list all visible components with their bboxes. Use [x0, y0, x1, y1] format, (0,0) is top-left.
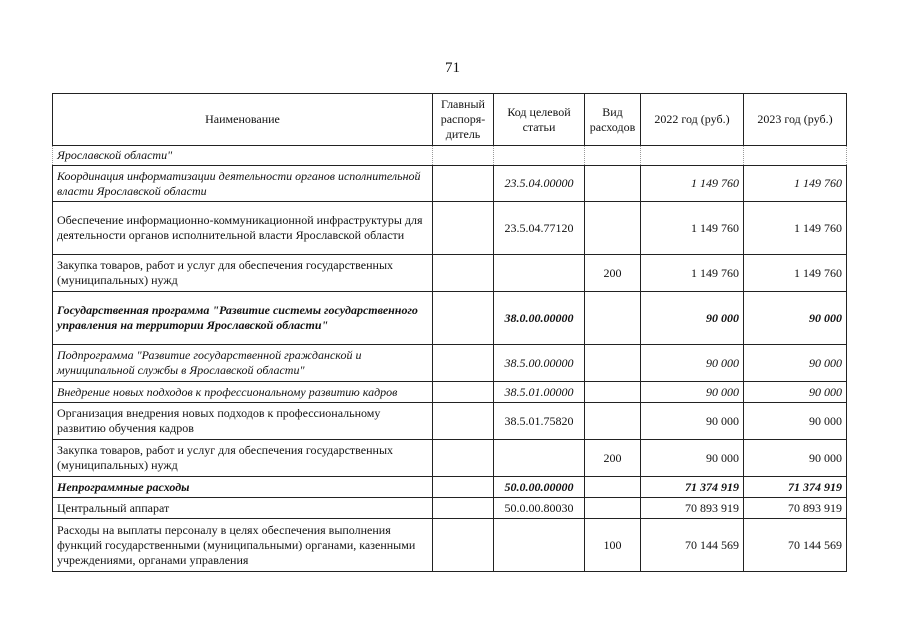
row-amount-2022: 70 144 569: [641, 519, 744, 572]
row-vid: 100: [585, 519, 641, 572]
table-row: [53, 166, 847, 202]
header-year-2022: 2022 год (руб.): [641, 94, 744, 146]
header-vid: Вид расходов: [585, 94, 641, 146]
row-code: 23.5.04.77120: [494, 202, 585, 255]
table-row: [53, 477, 847, 498]
row-amount-2023: 90 000: [744, 440, 847, 477]
row-code: 50.0.00.00000: [494, 477, 585, 498]
row-code: 38.5.01.00000: [494, 382, 585, 403]
row-code: [494, 146, 585, 166]
row-name: Ярославской области": [53, 146, 433, 166]
row-vid: [585, 498, 641, 519]
row-name: Подпрограмма "Развитие государственной гражданской и муниципальной службы в Ярославской области": [53, 345, 433, 382]
row-name: Расходы на выплаты персоналу в целях обеспечения выполнения функций государственными (муниципальными) органами, казенными учреждениями, органами управления: [53, 519, 433, 572]
table-row: [53, 202, 847, 255]
page-number: 71: [445, 60, 460, 76]
row-amount-2022: 71 374 919: [641, 477, 744, 498]
row-amount-2023: 90 000: [744, 292, 847, 345]
row-amount-2022: 1 149 760: [641, 255, 744, 292]
row-amount-2023: 90 000: [744, 403, 847, 440]
row-name: Государственная программа "Развитие системы государственного управления на территории Ярославской области": [53, 292, 433, 345]
row-amount-2022: [641, 146, 744, 166]
row-code: [494, 519, 585, 572]
row-name: Непрограммные расходы: [53, 477, 433, 498]
row-vid: [585, 345, 641, 382]
row-amount-2022: 90 000: [641, 403, 744, 440]
row-vid: [585, 403, 641, 440]
row-main-admin: [433, 440, 494, 477]
row-code: 38.5.01.75820: [494, 403, 585, 440]
table-row: [53, 146, 847, 166]
row-amount-2023: 1 149 760: [744, 166, 847, 202]
row-vid: [585, 382, 641, 403]
row-amount-2023: 1 149 760: [744, 202, 847, 255]
row-vid: [585, 202, 641, 255]
row-vid: [585, 477, 641, 498]
row-amount-2023: 90 000: [744, 345, 847, 382]
row-vid: 200: [585, 440, 641, 477]
table-row: [53, 345, 847, 382]
row-code: 23.5.04.00000: [494, 166, 585, 202]
row-main-admin: [433, 403, 494, 440]
row-name: Закупка товаров, работ и услуг для обеспечения государственных (муниципальных) нужд: [53, 440, 433, 477]
row-amount-2023: 70 144 569: [744, 519, 847, 572]
row-amount-2023: 71 374 919: [744, 477, 847, 498]
row-vid: [585, 292, 641, 345]
row-name: Обеспечение информационно-коммуникационной инфраструктуры для деятельности органов исполнительной власти Ярославской области: [53, 202, 433, 255]
header-code: Код целевой статьи: [494, 94, 585, 146]
row-main-admin: [433, 477, 494, 498]
budget-table: [52, 93, 847, 572]
row-amount-2023: [744, 146, 847, 166]
row-main-admin: [433, 202, 494, 255]
row-main-admin: [433, 345, 494, 382]
row-name: Центральный аппарат: [53, 498, 433, 519]
row-vid: 200: [585, 255, 641, 292]
row-main-admin: [433, 146, 494, 166]
row-amount-2023: 90 000: [744, 382, 847, 403]
table-header-row: [53, 94, 847, 146]
row-main-admin: [433, 519, 494, 572]
row-main-admin: [433, 166, 494, 202]
row-main-admin: [433, 292, 494, 345]
row-amount-2022: 70 893 919: [641, 498, 744, 519]
table-row: [53, 403, 847, 440]
row-amount-2022: 90 000: [641, 382, 744, 403]
row-amount-2022: 90 000: [641, 292, 744, 345]
row-code: 38.0.00.00000: [494, 292, 585, 345]
row-name: Внедрение новых подходов к профессиональному развитию кадров: [53, 382, 433, 403]
row-name: Координация информатизации деятельности органов исполнительной власти Ярославской области: [53, 166, 433, 202]
row-code: 50.0.00.80030: [494, 498, 585, 519]
row-amount-2022: 90 000: [641, 440, 744, 477]
row-vid: [585, 166, 641, 202]
row-code: 38.5.00.00000: [494, 345, 585, 382]
header-name: Наименование: [53, 94, 433, 146]
row-main-admin: [433, 255, 494, 292]
table-row: [53, 255, 847, 292]
row-code: [494, 440, 585, 477]
header-year-2023: 2023 год (руб.): [744, 94, 847, 146]
row-amount-2022: 1 149 760: [641, 202, 744, 255]
row-amount-2022: 1 149 760: [641, 166, 744, 202]
row-amount-2023: 1 149 760: [744, 255, 847, 292]
header-main-admin: Главный распоря-дитель: [433, 94, 494, 146]
row-vid: [585, 146, 641, 166]
table-row: [53, 382, 847, 403]
row-main-admin: [433, 498, 494, 519]
row-main-admin: [433, 382, 494, 403]
table-row: [53, 440, 847, 477]
row-code: [494, 255, 585, 292]
table-row: [53, 292, 847, 345]
row-amount-2022: 90 000: [641, 345, 744, 382]
table-row: [53, 498, 847, 519]
row-name: Организация внедрения новых подходов к профессиональному развитию обучения кадров: [53, 403, 433, 440]
row-amount-2023: 70 893 919: [744, 498, 847, 519]
row-name: Закупка товаров, работ и услуг для обеспечения государственных (муниципальных) нужд: [53, 255, 433, 292]
table-row: [53, 519, 847, 572]
